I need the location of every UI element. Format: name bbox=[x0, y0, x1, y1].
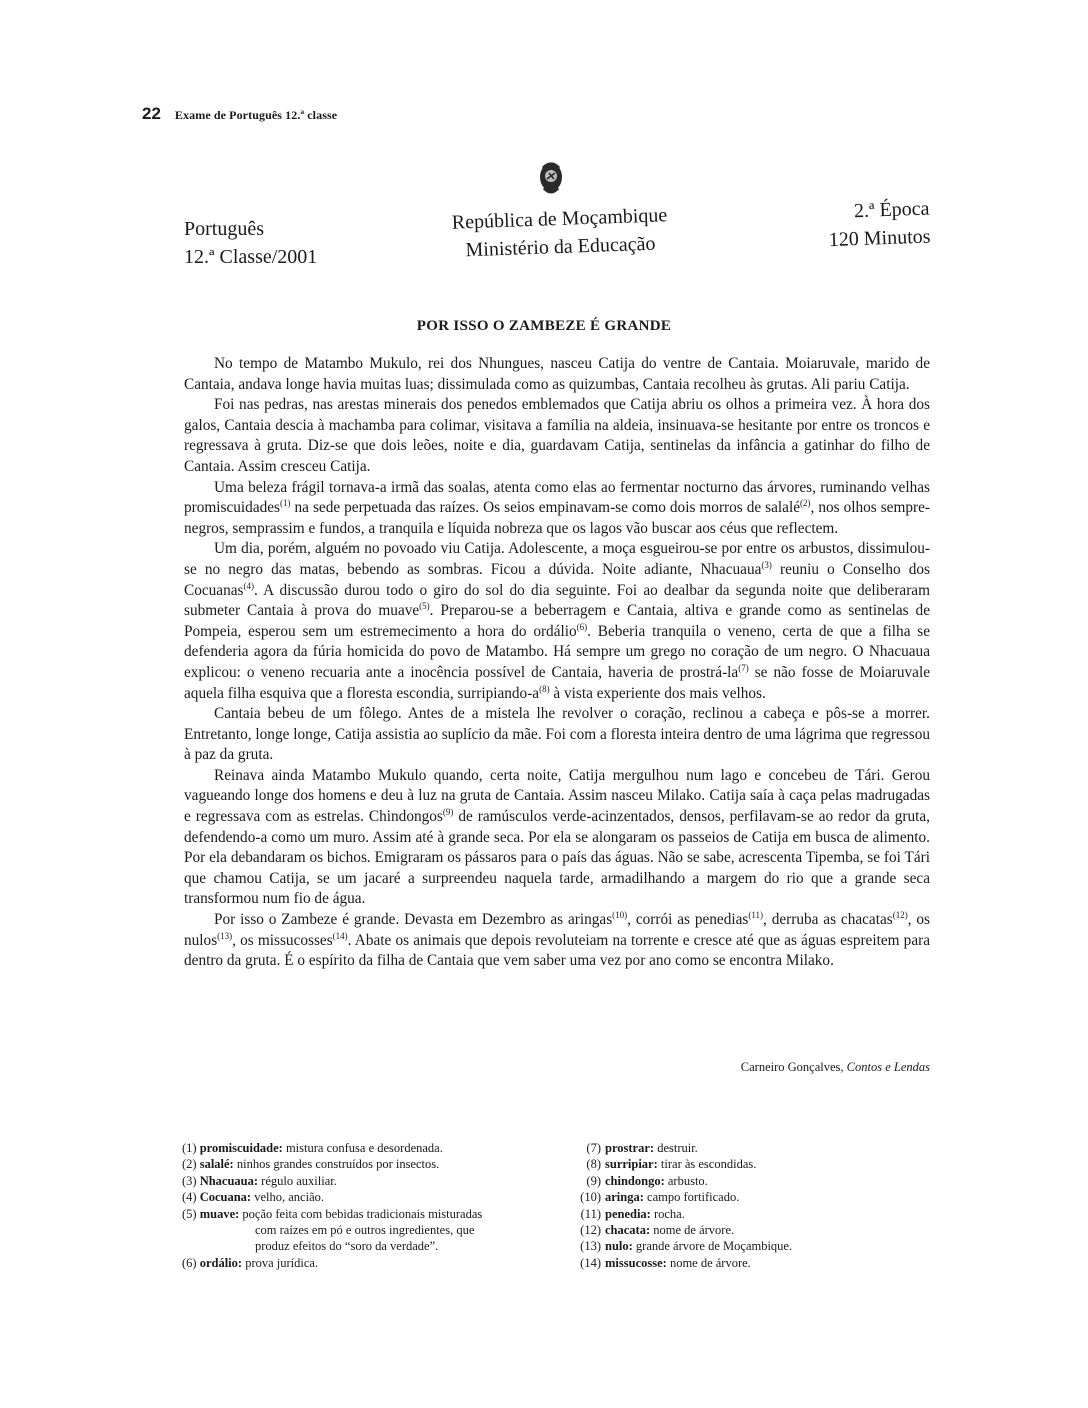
glossary-entry: produz efeitos do “soro da verdade”. bbox=[255, 1239, 439, 1254]
glossary-entry bbox=[565, 1189, 865, 1205]
glossary-right bbox=[565, 1140, 865, 1271]
glossary-entry bbox=[182, 1255, 562, 1271]
glossary-number: (12) bbox=[580, 1223, 601, 1238]
story-text: Uma beleza frágil tornava-a irmã das soalas, atenta como elas ao fermentar nocturno das árvores, ruminando velhas promiscuidades bbox=[184, 478, 930, 517]
story-text: Reinava ainda Matambo Mukulo quando, certa noite, Catija mergulhou num lago e concebeu de Tári. Gerou vagueando longe dos homens e deu à luz na gruta de Cantaia. Assim nasceu Milako. Catija saía à caça pelas madrugadas e regressava com as estrelas. Chindongos bbox=[184, 766, 930, 826]
glossary-entry bbox=[182, 1140, 562, 1156]
glossary-entry bbox=[182, 1156, 562, 1172]
footnote-ref: (2) bbox=[800, 498, 811, 509]
footnote-ref: (4) bbox=[243, 580, 254, 591]
story-title: POR ISSO O ZAMBEZE É GRANDE bbox=[416, 318, 672, 334]
glossary-number: (9) bbox=[586, 1173, 601, 1188]
glossary-entry bbox=[565, 1206, 865, 1222]
footnote-ref: (8) bbox=[539, 683, 550, 694]
page-header bbox=[142, 104, 337, 124]
story-text: Foi nas pedras, nas arestas minerais dos penedos emblemados que Catija abriu os olhos a primeira vez. À hora dos galos, Cantaia descia à machamba para colimar, visitava a família na aldeia, insinuava-se hesitante por entre os troncos e regressava à gruta. Diz-se que dois leões, noite e dia, guardavam Catija, sentinelas da infância a gatinhar do filho de Cantaia. Assim cresceu Catija. bbox=[184, 396, 930, 475]
glossary-term: aringa: bbox=[605, 1190, 644, 1205]
story-text: na sede perpetuada das raízes. Os seios empinavam-se como dois morros de salalé bbox=[290, 499, 800, 517]
page-number: 22 bbox=[142, 104, 161, 123]
glossary-term: chindongo: bbox=[605, 1173, 665, 1188]
class-year: 12.ª Classe/2001 bbox=[184, 246, 318, 268]
story-text: Cantaia bebeu de um fôlego. Antes de a mistela lhe revolver o coração, reclinou a cabeça e pôs-se a morrer. Entretanto, longe longe, Catija assistia ao suplício da mãe. Foi com a floresta inteira dentro de uma lágrima que regressou à paz da gruta. bbox=[184, 705, 930, 764]
glossary-entry bbox=[565, 1255, 865, 1271]
story-text: , os missucosses bbox=[232, 931, 333, 949]
footnote-ref: (3) bbox=[761, 559, 772, 570]
glossary-term: penedia: bbox=[605, 1206, 651, 1221]
attribution-work: Contos e Lendas bbox=[846, 1060, 930, 1074]
story-paragraph bbox=[184, 354, 930, 395]
footnote-ref: (14) bbox=[332, 930, 348, 941]
glossary-term: nulo: bbox=[605, 1239, 633, 1254]
footnote-ref: (5) bbox=[419, 601, 430, 612]
story-paragraph bbox=[184, 539, 930, 704]
session-block bbox=[789, 195, 931, 256]
glossary-entry bbox=[182, 1173, 562, 1189]
glossary-definition: nome de árvore. bbox=[666, 1255, 751, 1270]
coat-of-arms-icon bbox=[537, 158, 565, 198]
glossary-definition: mistura confusa e desordenada. bbox=[282, 1141, 443, 1155]
glossary-entry bbox=[565, 1238, 865, 1254]
glossary-definition: rocha. bbox=[650, 1206, 685, 1221]
glossary-left bbox=[182, 1140, 562, 1271]
footnote-ref: (12) bbox=[892, 910, 908, 921]
glossary-number: (2) bbox=[182, 1157, 197, 1172]
story-paragraph bbox=[184, 478, 930, 540]
story-text: , os nulos bbox=[184, 911, 931, 949]
glossary-term: promiscuidade: bbox=[196, 1141, 283, 1155]
story-text: , corrói as penedias bbox=[627, 911, 749, 929]
glossary-number: (4) bbox=[182, 1190, 197, 1205]
glossary-term: surripiar: bbox=[605, 1157, 658, 1172]
glossary-definition: poção feita com bebidas tradicionais misturadas bbox=[239, 1206, 483, 1221]
footnote-ref: (7) bbox=[738, 662, 749, 673]
story-text: se não fosse de Moiaruvale aquela filha esquiva que a floresta escondia, surripiando-a bbox=[184, 663, 930, 702]
glossary-entry: com raízes em pó e outros ingredientes, que bbox=[255, 1223, 475, 1238]
country: República de Moçambique bbox=[451, 204, 668, 234]
story-text: à vista experiente dos mais velhos. bbox=[549, 684, 766, 702]
glossary-definition: grande árvore de Moçambique. bbox=[632, 1239, 793, 1254]
glossary-number: (6) bbox=[182, 1255, 197, 1270]
running-title: Exame de Português 12.ª classe bbox=[174, 108, 338, 122]
glossary-entry bbox=[565, 1140, 865, 1156]
story-text: . A discussão durou todo o giro do sol do dia seguinte. Foi ao dealbar da segunda noite que deliberaram submeter Cantaia à prova do muave bbox=[184, 581, 930, 620]
session: 2.ª Época bbox=[853, 197, 930, 223]
glossary-number: (10) bbox=[580, 1190, 601, 1205]
glossary-definition: tirar às escondidas. bbox=[657, 1157, 757, 1172]
footnote-ref: (10) bbox=[612, 910, 628, 921]
glossary-entry bbox=[182, 1206, 562, 1222]
glossary-definition: prova jurídica. bbox=[242, 1255, 319, 1270]
story-text: . Abate os animais que depois revoluteiam na torrente e cresce até que as águas espreitem para dentro da gruta. É o espírito da filha de Cantaia que vem saber uma vez por ano como se encontra Milako. bbox=[184, 931, 931, 970]
story-text: . Beberia tranquila o veneno, certa de que a filha se defenderia agora da fúria homicida do povo de Matambo. Há sempre um grego no coração de um negro. O Nhacuaua explicou: o veneno recuaria ante a inocência possível de Cantaia, haveria de prostrá-la bbox=[184, 622, 930, 681]
glossary-entry bbox=[565, 1173, 865, 1189]
glossary-definition: ninhos grandes construídos por insectos. bbox=[233, 1157, 440, 1172]
glossary-number: (14) bbox=[580, 1255, 601, 1270]
footnote-ref: (13) bbox=[217, 930, 233, 941]
glossary-term: Cocuana: bbox=[196, 1190, 252, 1205]
glossary-number: (7) bbox=[586, 1141, 601, 1155]
glossary-entry bbox=[565, 1222, 865, 1238]
glossary-number: (13) bbox=[580, 1239, 601, 1254]
story-text: , derruba as chacatas bbox=[763, 911, 893, 929]
footnote-ref: (9) bbox=[442, 807, 454, 818]
attribution-author: Carneiro Gonçalves, bbox=[740, 1060, 847, 1074]
story-text: No tempo de Matambo Mukulo, rei dos Nhungues, nasceu Catija do ventre de Cantaia. Moiaruvale, marido de Cantaia, andava longe havia muitas luas; dissimulada como as quizumbas, Cantaia recolheu às grutas. Ali pariu Catija. bbox=[184, 355, 930, 393]
glossary-entry bbox=[565, 1156, 865, 1172]
story-text: reuniu o Conselho dos Cocuanas bbox=[184, 560, 930, 599]
footnote-ref: (6) bbox=[576, 621, 588, 632]
glossary-definition: campo fortificado. bbox=[643, 1190, 740, 1205]
glossary-term: muave: bbox=[196, 1206, 240, 1221]
glossary-number: (11) bbox=[580, 1206, 601, 1221]
attribution bbox=[741, 1060, 930, 1075]
duration: 120 Minutos bbox=[828, 225, 931, 252]
story-paragraph bbox=[184, 910, 930, 972]
institution-block bbox=[439, 201, 681, 265]
glossary-term: prostrar: bbox=[605, 1141, 655, 1155]
subject-block bbox=[184, 215, 317, 271]
glossary-number: (3) bbox=[182, 1173, 197, 1188]
glossary-number: (5) bbox=[182, 1206, 197, 1221]
glossary-definition: régulo auxiliar. bbox=[258, 1173, 337, 1188]
glossary-number: (1) bbox=[182, 1141, 197, 1155]
glossary-definition: destruir. bbox=[654, 1141, 698, 1155]
glossary-number: (8) bbox=[586, 1157, 601, 1172]
glossary-definition: nome de árvore. bbox=[650, 1223, 735, 1238]
glossary-term: salalé: bbox=[196, 1157, 234, 1172]
story-paragraph bbox=[184, 766, 930, 910]
footnote-ref: (1) bbox=[280, 498, 291, 509]
story-text: de ramúsculos verde-acinzentados, densos, perfilavam-se ao redor da gruta, defendendo-a como um muro. Assim até à grande seca. Por ela se alongaram os passeios de Catija em busca de alimento. Por ela debandaram os bichos. Emigraram os pássaros para o país das águas. Não se sabe, acrescenta Tipemba, se foi Tári que chamou Catija, se um jacaré a surpreendeu naquela tarde, armadilhando a margem do rio que a grande seca transformou num fio de água. bbox=[184, 808, 930, 908]
glossary-term: Nhacuaua: bbox=[196, 1173, 259, 1188]
subject: Português bbox=[184, 218, 264, 240]
glossary-term: chacata: bbox=[605, 1223, 651, 1238]
glossary-definition: velho, ancião. bbox=[251, 1190, 324, 1205]
glossary-term: ordálio: bbox=[196, 1255, 243, 1270]
story-text: , nos olhos sempre-negros, semprassim e fundos, a tranquila e líquida nobreza que os lagos vão buscar aos céus que reflectem. bbox=[184, 499, 930, 537]
glossary-term: missucosse: bbox=[605, 1255, 667, 1270]
footnote-ref: (11) bbox=[748, 910, 764, 921]
story-paragraph bbox=[184, 704, 930, 766]
glossary-definition: arbusto. bbox=[664, 1173, 708, 1188]
story-paragraph bbox=[184, 395, 930, 477]
story-text: Por isso o Zambeze é grande. Devasta em Dezembro as aringas bbox=[214, 911, 613, 929]
glossary-entry bbox=[182, 1189, 562, 1205]
story-text: Um dia, porém, alguém no povoado viu Catija. Adolescente, a moça esgueirou-se por entre os arbustos, dissimulou-se no negro das matas, bebendo as sombras. Ficou a dúvida. Noite adiante, Nhacuaua bbox=[184, 540, 930, 578]
ministry: Ministério da Educação bbox=[465, 232, 656, 262]
story-text: . Preparou-se a beberragem e Cantaia, altiva e grande como as sentinelas de Pompeia, esperou sem um estremecimento a hora do ordálio bbox=[184, 602, 930, 640]
story-body bbox=[184, 354, 930, 972]
